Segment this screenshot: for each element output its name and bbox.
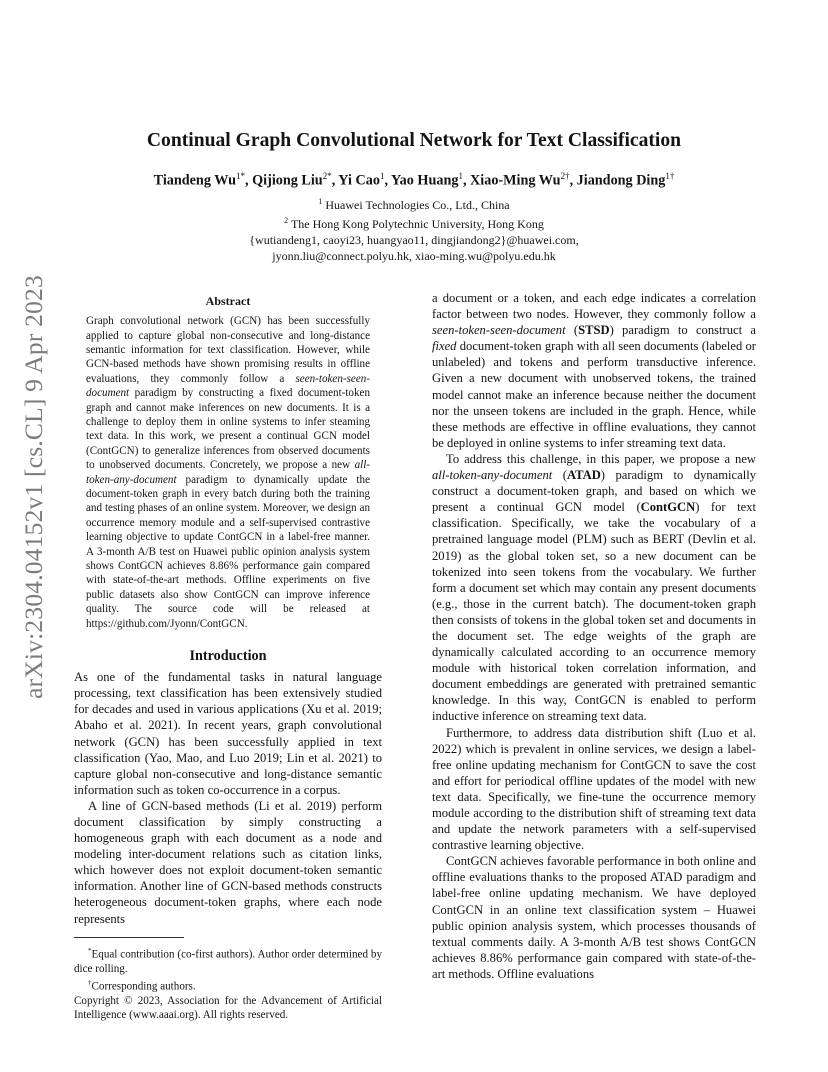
body-paragraph-3: Furthermore, to address data distribution shift (Luo et al. 2022) which is prevalent in online services, we design a label-free online updating mechanism for ContGCN to save the cost and effort for periodical offline updates of the model with new text data. Specifically, we fine-tune the occurrence memory module according to the distribution shift of streaming text data and update the network parameters with a self-supervised contrastive learning objective. [432,725,756,853]
author-name: Xiao-Ming Wu [470,172,561,189]
arxiv-identifier-stamp [14,275,54,699]
author-mark: 2† [560,171,570,181]
affiliation-mark: 2 [284,216,289,225]
footnote-1: *Equal contribution (co-first authors). Author order determined by dice rolling. [74,946,382,975]
email-line-1[interactable]: {wutiandeng1, caoyi23, huangyao11, dingjiandong2}@huawei.com, [249,233,579,247]
email-line-2[interactable]: jyonn.liu@connect.polyu.hk, xiao-ming.wu@polyu.edu.hk [272,249,556,263]
author-mark: 1 [458,171,463,181]
affiliation-mark: 1 [318,197,323,206]
footnote-divider [74,937,184,938]
author-mark: 1 [379,171,385,181]
author-mark: 2* [322,171,332,181]
introduction-heading: Introduction [189,648,267,665]
affiliation-1 [0,194,828,213]
author-name: Yao Huang [391,172,459,189]
affiliation-text: The Hong Kong Polytechnic University, Hong Kong [290,217,544,231]
author-name: Tiandeng Wu [153,172,237,189]
arxiv-id-text[interactable]: arXiv:2304.04152v1 [cs.CL] 9 Apr 2023 [19,275,49,699]
paper-title: Continual Graph Convolutional Network for Text Classification [146,130,682,151]
abstract-body: Graph convolutional network (GCN) has been successfully applied to capture global non-consecutive and long-distance semantic information for text classification. However, while GCN-based methods have shown promising results in offline evaluations, they commonly follow a seen-token-seen-document paradigm by constructing a fixed document-token graph and cannot make inferences on new documents. It is a challenge to deploy them in online systems to infer steaming text data. In this work, we present a continual GCN model (ContGCN) to generalize inferences from observed documents to unobserved documents. Concretely, we propose a new all-token-any-document paradigm to dynamically update the document-token graph in every batch during both the training and testing phases of an online system. Moreover, we design an occurrence memory module and a self-supervised contrastive learning objective to update ContGCN in a label-free manner. A 3-month A/B test on Huawei public opinion analysis system shows ContGCN achieves 8.86% performance gain compared with state-of-the-art methods. Offline experiments on five public datasets also show ContGCN can improve inference quality. The source code will be released at https://github.com/Jyonn/ContGCN. [86,315,370,630]
author-list: Tiandeng $Wu^{1*}$, Qijiong Liu$^{2*}$, Yi Cao$^1$, Yao Huang$^1$, Xiao-Ming $Wu^{2\dagger}$, Jiandong Ding$^{1\dagger}$ [153,171,675,189]
copyright-notice: Copyright © 2023, Association for the Advancement of Artificial Intelligence (www.aaai.org). All rights reserved. [74,994,382,1022]
author-mark: 1* [236,171,246,181]
body-paragraph-4: ContGCN achieves favorable performance in both online and offline evaluations thanks to the proposed ATAD paradigm and label-free online updating mechanism. We have deployed ContGCN in an online text classification system – Huawei public opinion analysis system, which processes thousands of textual comments daily. A 3-month A/B test shows ContGCN achieves 8.86% performance gain compared with state-of-the-art methods. Offline evaluations [432,854,756,981]
author-mark: 1† [665,171,675,181]
intro-paragraph-2: A line of GCN-based methods (Li et al. 2019) perform document classification by simply constructing a homogeneous graph with each document as a node and modeling inter-document relations such as citation links, which however does not exploit document-token semantic information. Another line of GCN-based methods constructs heterogeneous document-token graphs, where each node represents [74,798,382,926]
abstract-heading: Abstract [205,294,251,308]
author-name: Jiandong Ding [576,172,666,189]
body-paragraph-2: To address this challenge, in this paper, we propose a new all-token-any-document (ATAD) paradigm to dynamically construct a document-token graph, and based on which we present a continual GCN model (ContGCN) for text classification. Specifically, we take the vocabulary of a pretrained language model (PLM) such as BERT (Devlin et al. 2019) as the global token set, so a new document can be tokenized into seen tokens from the vocabulary. We further form a document set which may contain any present documents (e.g., those in the current batch). The document-token graph then consists of tokens in the global token set and documents in the document set. The edge weights of the graph are dynamically calculated according to an occurrence memory module with historical token correlation information, and document embeddings are generated with pretrained semantic knowledge. In this way, ContGCN is enabled to perform inductive inference on streaming text data. [432,451,757,724]
author-name: Yi Cao [338,172,380,189]
body-paragraph-1: a document or a token, and each edge indicates a correlation factor between two nodes. However, they commonly follow a seen-token-seen-document (STSD) paradigm to construct a fixed document-token graph with all seen documents (labeled or unlabeled) and tokens and perform transductive inference. Given a new document with unobserved tokens, the trained model cannot make an inference because neither the document nor the unseen tokens are included in the graph. Hence, while these methods are effective in offline evaluations, they cannot be deployed in online systems to infer streaming text data. [432,291,756,450]
right-column [432,290,756,982]
intro-paragraph-1: As one of the fundamental tasks in natural language processing, text classification has been extensively studied for decades and used in various applications (Xu et al. 2019; Abaho et al. 2021). In recent years, graph convolutional network (GCN) has been successfully applied in text classification (Yao, Mao, and Luo 2019; Lin et al. 2021) to capture global non-consecutive and long-distance semantic information such as token co-occurrence in a corpus. [74,670,382,797]
footnotes [74,944,382,1023]
affiliations [0,194,828,264]
left-column [74,293,382,1022]
footnote-2: †Corresponding authors. [88,978,196,993]
author-name: Qijiong Liu [252,172,323,189]
affiliation-2 [0,213,828,232]
affiliation-text: Huawei Technologies Co., Ltd., China [325,198,510,212]
